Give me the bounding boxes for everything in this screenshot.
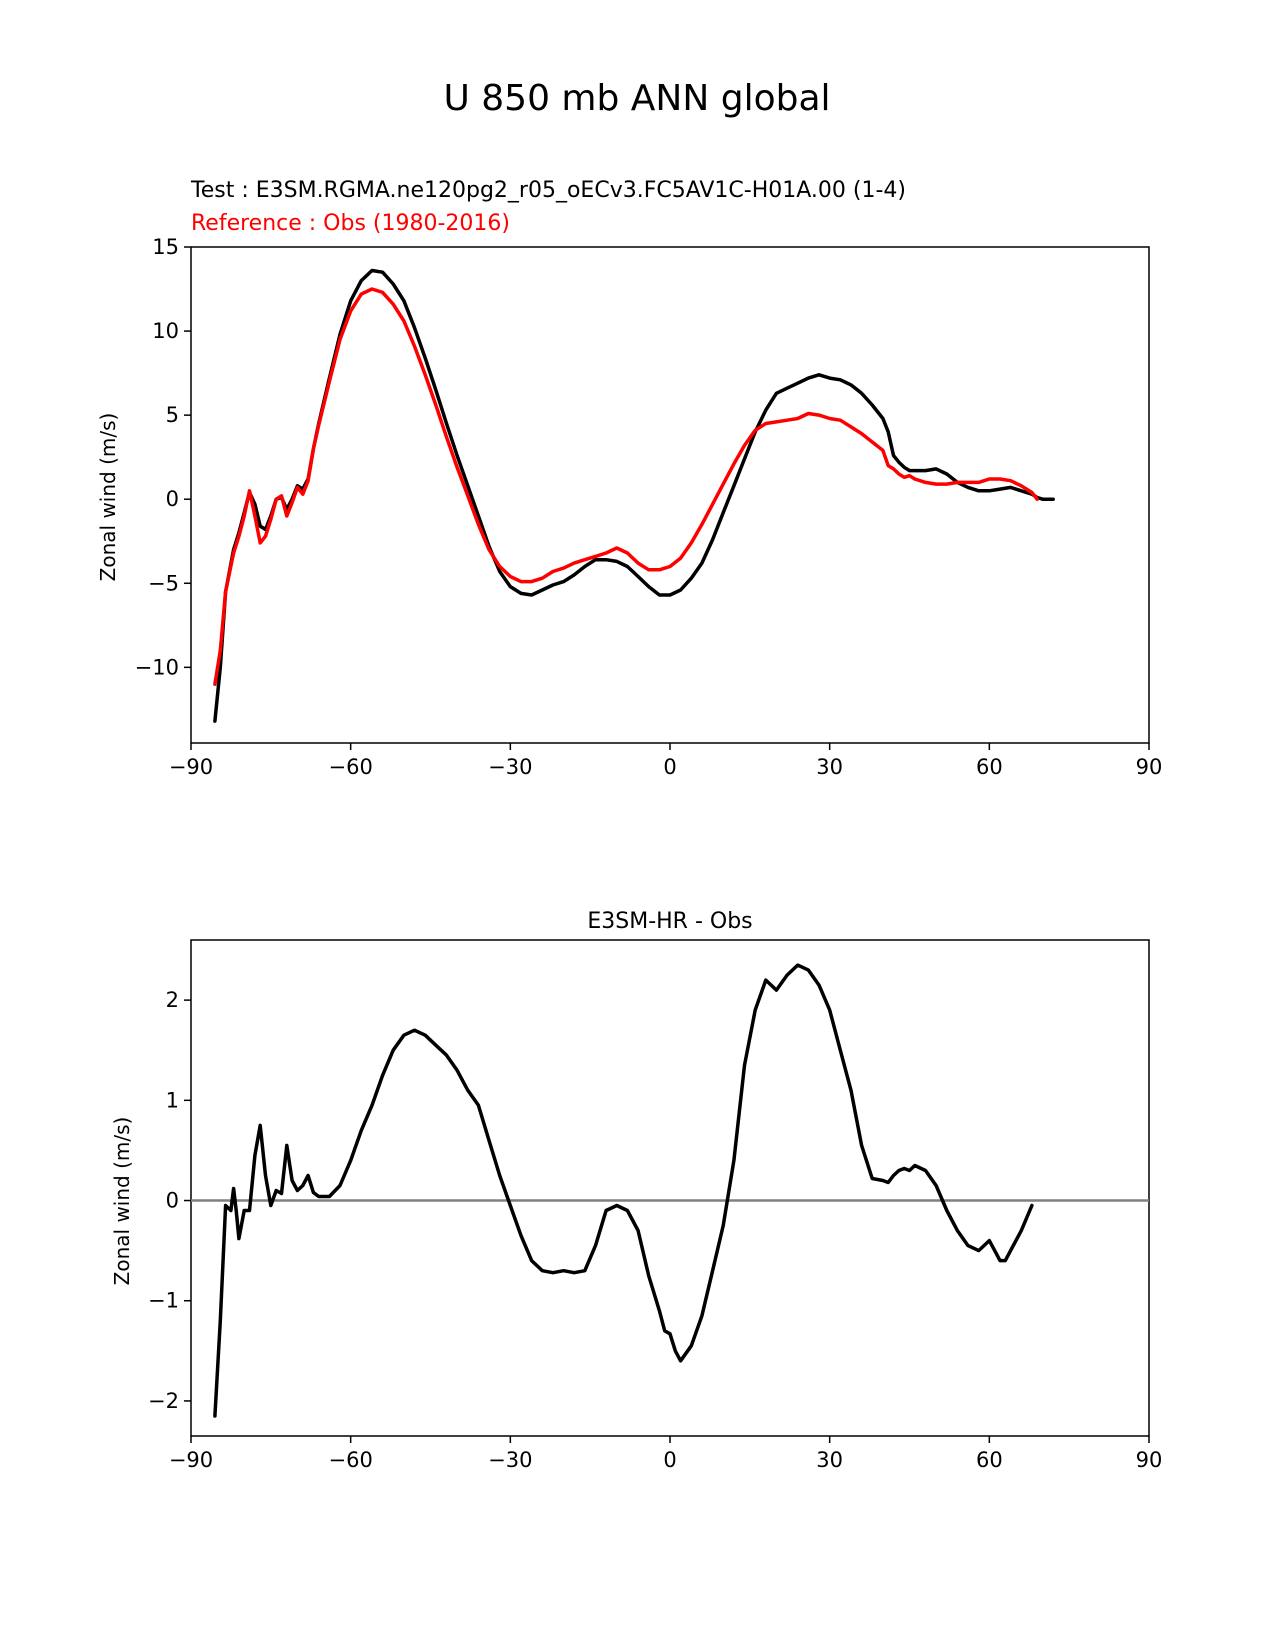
y-tick-label: 5 — [165, 403, 179, 428]
top-plot-frame — [191, 247, 1149, 743]
x-tick-label: −30 — [488, 755, 533, 779]
x-tick-label: −30 — [488, 1448, 533, 1472]
bottom-plot-frame — [191, 940, 1149, 1436]
series-line-0 — [215, 965, 1032, 1416]
x-tick-label: −60 — [328, 755, 373, 779]
y-tick-label: −5 — [148, 571, 179, 596]
bottom-ticks — [148, 988, 1162, 1472]
x-tick-label: −90 — [168, 1448, 214, 1472]
top-y-axis-label: Zonal wind (m/s) — [96, 412, 120, 582]
x-tick-label: 60 — [975, 1448, 1003, 1472]
bottom-y-axis-label: Zonal wind (m/s) — [110, 1116, 134, 1286]
x-tick-label: −90 — [168, 755, 214, 779]
y-tick-label: −2 — [148, 1388, 179, 1413]
test-title: Test : E3SM.RGMA.ne120pg2_r05_oECv3.FC5AV1C-H01A.00 (1-4) — [191, 178, 906, 203]
y-tick-label: 0 — [165, 487, 179, 512]
figure-title: U 850 mb ANN global — [443, 78, 831, 119]
bottom-panel — [110, 909, 1162, 1472]
top-series-group — [215, 271, 1053, 722]
x-tick-label: 90 — [1135, 1448, 1163, 1472]
series-line-1 — [215, 289, 1037, 684]
x-tick-label: 30 — [816, 1448, 844, 1472]
y-tick-label: −1 — [148, 1288, 179, 1313]
x-tick-label: 60 — [975, 755, 1003, 779]
y-tick-label: −10 — [134, 655, 179, 680]
top-panel — [96, 178, 1162, 779]
x-tick-label: 0 — [663, 755, 677, 779]
reference-title: Reference : Obs (1980-2016) — [191, 211, 510, 236]
y-tick-label: 10 — [152, 319, 179, 344]
y-tick-label: 0 — [165, 1188, 179, 1213]
x-tick-label: −60 — [328, 1448, 373, 1472]
y-tick-label: 1 — [165, 1088, 179, 1113]
y-tick-label: 15 — [152, 235, 179, 259]
y-tick-label: 2 — [165, 988, 179, 1013]
x-tick-label: 30 — [816, 755, 844, 779]
bottom-series-group — [215, 965, 1032, 1416]
x-tick-label: 90 — [1135, 755, 1163, 779]
difference-title: E3SM-HR - Obs — [587, 909, 753, 934]
x-tick-label: 0 — [663, 1448, 677, 1472]
